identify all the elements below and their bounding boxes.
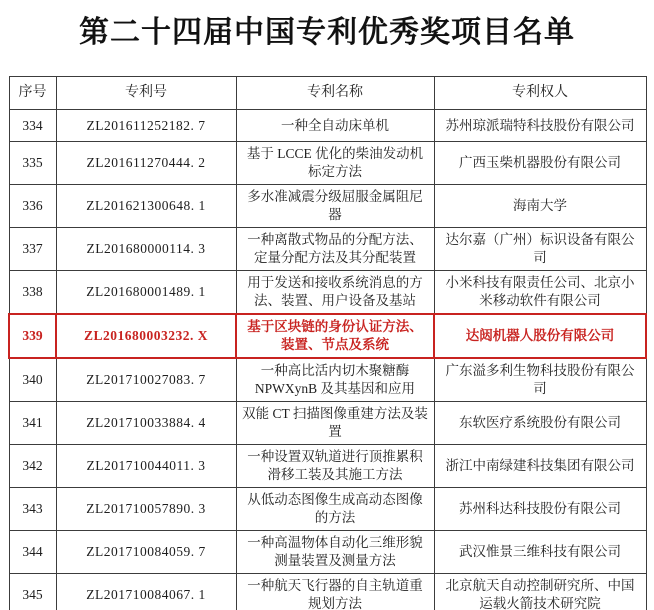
header-serial-number: 序号 [9,77,56,110]
table-row [9,185,646,228]
patent-number-cell: ZL201680001489. 1 [56,271,236,315]
patent-name-cell: 从低动态图像生成高动态图像的方法 [236,488,434,531]
patent-name-cell: 基于 LCCE 优化的柴油发动机标定方法 [236,142,434,185]
patentee-cell: 达闼机器人股份有限公司 [434,314,646,358]
patent-name-cell: 一种离散式物品的分配方法、定量分配方法及其分配装置 [236,228,434,271]
patent-number-cell: ZL201710084059. 7 [56,531,236,574]
serial-number-cell: 339 [9,314,56,358]
serial-number-cell: 345 [9,574,56,610]
patent-number-cell: ZL201680003232. X [56,314,236,358]
serial-number-cell: 337 [9,228,56,271]
patentee-cell: 小米科技有限责任公司、北京小米移动软件有限公司 [434,271,646,315]
table-row [9,574,646,610]
patentee-cell: 苏州琼派瑞特科技股份有限公司 [434,110,646,142]
patent-award-table [8,76,647,610]
patentee-cell: 东软医疗系统股份有限公司 [434,402,646,445]
serial-number-cell: 335 [9,142,56,185]
patent-number-cell: ZL201710044011. 3 [56,445,236,488]
patent-name-cell: 一种全自动床单机 [236,110,434,142]
table-row [9,228,646,271]
serial-number-cell: 338 [9,271,56,315]
patentee-cell: 苏州科达科技股份有限公司 [434,488,646,531]
patentee-cell: 广西玉柴机器股份有限公司 [434,142,646,185]
patent-table-body [9,110,646,610]
patent-number-cell: ZL201710084067. 1 [56,574,236,610]
patentee-cell: 广东溢多利生物科技股份有限公司 [434,358,646,402]
serial-number-cell: 340 [9,358,56,402]
header-patent-number: 专利号 [56,77,236,110]
table-row [9,142,646,185]
patent-name-cell: 一种航天飞行器的自主轨道重规划方法 [236,574,434,610]
patent-name-cell: 用于发送和接收系统消息的方法、装置、用户设备及基站 [236,271,434,315]
serial-number-cell: 343 [9,488,56,531]
patent-name-cell: 一种高比活内切木聚糖酶 NPWXynB 及其基因和应用 [236,358,434,402]
patent-name-cell: 基于区块链的身份认证方法、装置、节点及系统 [236,314,434,358]
table-row [9,488,646,531]
serial-number-cell: 336 [9,185,56,228]
serial-number-cell: 341 [9,402,56,445]
patent-number-cell: ZL201680000114. 3 [56,228,236,271]
serial-number-cell: 344 [9,531,56,574]
patent-number-cell: ZL201611270444. 2 [56,142,236,185]
patent-number-cell: ZL201621300648. 1 [56,185,236,228]
patent-name-cell: 双能 CT 扫描图像重建方法及装置 [236,402,434,445]
table-row [9,402,646,445]
header-patent-name: 专利名称 [236,77,434,110]
table-row [9,314,646,358]
patentee-cell: 北京航天自动控制研究所、中国运载火箭技术研究院 [434,574,646,610]
serial-number-cell: 334 [9,110,56,142]
table-row [9,358,646,402]
patent-name-cell: 一种高温物体自动化三维形貌测量装置及测量方法 [236,531,434,574]
table-row [9,271,646,315]
table-row [9,110,646,142]
table-header-row [9,77,646,110]
header-patentee: 专利权人 [434,77,646,110]
patent-name-cell: 一种设置双轨道进行顶推累积滑移工装及其施工方法 [236,445,434,488]
patent-number-cell: ZL201710027083. 7 [56,358,236,402]
patentee-cell: 武汉惟景三维科技有限公司 [434,531,646,574]
patentee-cell: 达尔嘉（广州）标识设备有限公司 [434,228,646,271]
table-row [9,445,646,488]
patent-name-cell: 多水准减震分级屈服金属阻尼器 [236,185,434,228]
serial-number-cell: 342 [9,445,56,488]
patentee-cell: 浙江中南绿建科技集团有限公司 [434,445,646,488]
page-title: 第二十四届中国专利优秀奖项目名单 [79,16,575,49]
patent-number-cell: ZL201710057890. 3 [56,488,236,531]
patent-number-cell: ZL201611252182. 7 [56,110,236,142]
patent-number-cell: ZL201710033884. 4 [56,402,236,445]
table-row [9,531,646,574]
patentee-cell: 海南大学 [434,185,646,228]
